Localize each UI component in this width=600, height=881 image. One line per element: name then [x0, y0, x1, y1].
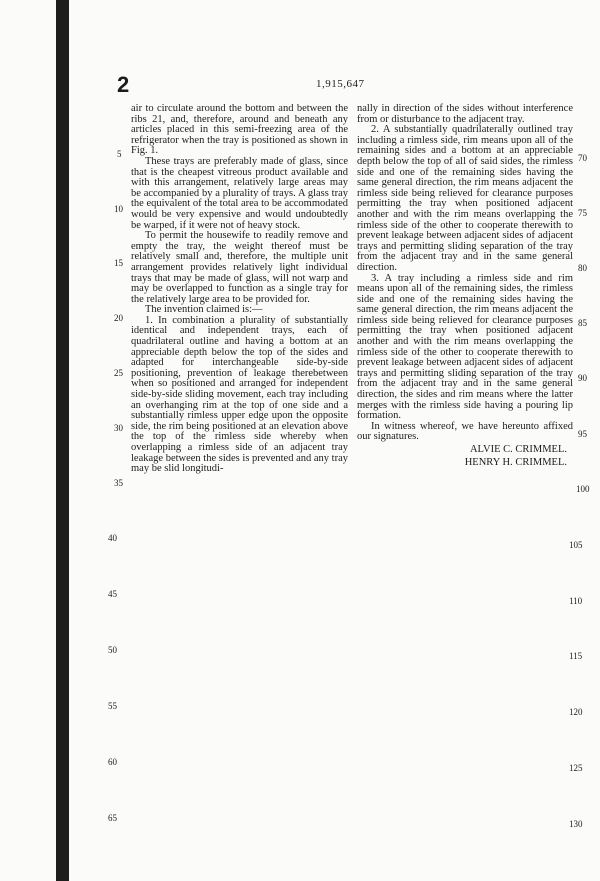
line-number: 100: [576, 484, 590, 494]
line-number: 85: [578, 318, 587, 328]
line-number: 20: [114, 313, 123, 323]
page-binding-edge: [56, 0, 69, 881]
line-number: 105: [569, 540, 583, 550]
left-paragraph-2: These trays are preferably made of glass, since that is the cheapest vitreous product available and with this arrangement, relatively large areas may be accompanied by a plurality of trays. A glass tray the equivalent of the total area to be accommodated would be very expensive and would undoubtedly be warped, if it were not of heavy stock.: [131, 155, 348, 231]
line-number: 75: [578, 208, 587, 218]
claim-1: 1. In combination a plurality of substantially identical and independent trays, each of quadrilateral outline and having a bottom at an appreciable depth below the top of the sides and adapted for interchangeable side-by-side positioning, prevention of leakage therebetween when so positioned and arranged for independent side-by-side sliding movement, each tray including an overhanging rim at the top of one side and a substantially rimless upper edge upon the opposite side, the rim being positioned at an elevation above the top of the rimless side whereby when overlapping a rimless side of an adjacent tray leakage between the sides is prevented and any tray may be slid longitudi-: [131, 314, 348, 475]
line-number: 120: [569, 707, 583, 717]
line-number: 70: [578, 153, 587, 163]
witness-clause: In witness whereof, we have hereunto affixed our signatures.: [357, 420, 573, 443]
line-number: 5: [117, 149, 122, 159]
signature-2: HENRY H. CRIMMEL.: [464, 456, 567, 468]
left-column: [131, 104, 348, 475]
line-number: 65: [108, 813, 117, 823]
left-paragraph-1: air to circulate around the bottom and between the ribs 21, and, therefore, around and beneath any articles placed in this semi-freezing area of the refrigerator when the tray is positioned as shown in Fig. 1.: [131, 103, 348, 157]
page-number: 2: [117, 72, 130, 97]
line-number: 45: [108, 589, 117, 599]
line-number: 80: [578, 263, 587, 273]
line-number: 125: [569, 763, 583, 773]
line-number: 55: [108, 701, 117, 711]
claims-intro: The invention claimed is:—: [145, 304, 263, 316]
right-paragraph-1: nally in direction of the sides without interference from or disturbance to the adjacent tray.: [357, 103, 573, 125]
line-number: 40: [108, 533, 117, 543]
line-number: 60: [108, 757, 117, 767]
line-number: 10: [114, 204, 123, 214]
claim-3: 3. A tray including a rimless side and rim means upon all of the remaining sides, the rimless side and one of the remaining sides having the same general direction, the rim means adjacent the rimless side being relieved for clearance purposes permitting the tray when positioned adjacent another and with the rim means overlapping the rimless side of the other to cooperate therewith to prevent leakage between adjacent sides of adjacent trays and permitting sliding separation of the tray from the adjacent tray and in the same general direction, the sides and rim means where the latter merges with the rimless side having a pouring lip formation.: [357, 272, 573, 422]
line-number: 115: [569, 651, 583, 661]
left-paragraph-3: To permit the housewife to readily remove and empty the tray, the weight thereof must be relatively small and, therefore, the multiple unit arrangement provides relatively light individual trays that may be made of glass, will not warp and may be overlapped to function as a single tray for the relatively large area to be provided for.: [131, 230, 348, 305]
line-number: 90: [578, 373, 587, 383]
line-number: 25: [114, 368, 123, 378]
claim-2: 2. A substantially quadrilaterally outlined tray including a rimless side, rim means upon all of the remaining sides and a bottom at an appreciable depth below the top of all of said sides, the rimless side and one of the remaining sides having the same general direction, the rim means adjacent the rimless side being relieved for clearance purposes permitting the tray when positioned adjacent another and with the rim means overlapping the rimless side of the other to cooperate therewith to prevent leakage between adjacent sides of adjacent trays and permitting sliding separation of the tray from the adjacent tray and in the same general direction.: [357, 124, 573, 273]
line-number: 95: [578, 429, 587, 439]
line-number: 50: [108, 645, 117, 655]
line-number: 35: [114, 478, 123, 488]
line-number: 15: [114, 258, 123, 268]
right-column: [357, 104, 573, 468]
line-number: 130: [569, 819, 583, 829]
patent-number: 1,915,647: [316, 78, 365, 90]
signature-1: ALVIE C. CRIMMEL.: [469, 444, 567, 455]
line-number: 110: [569, 596, 583, 606]
line-number: 30: [114, 423, 123, 433]
